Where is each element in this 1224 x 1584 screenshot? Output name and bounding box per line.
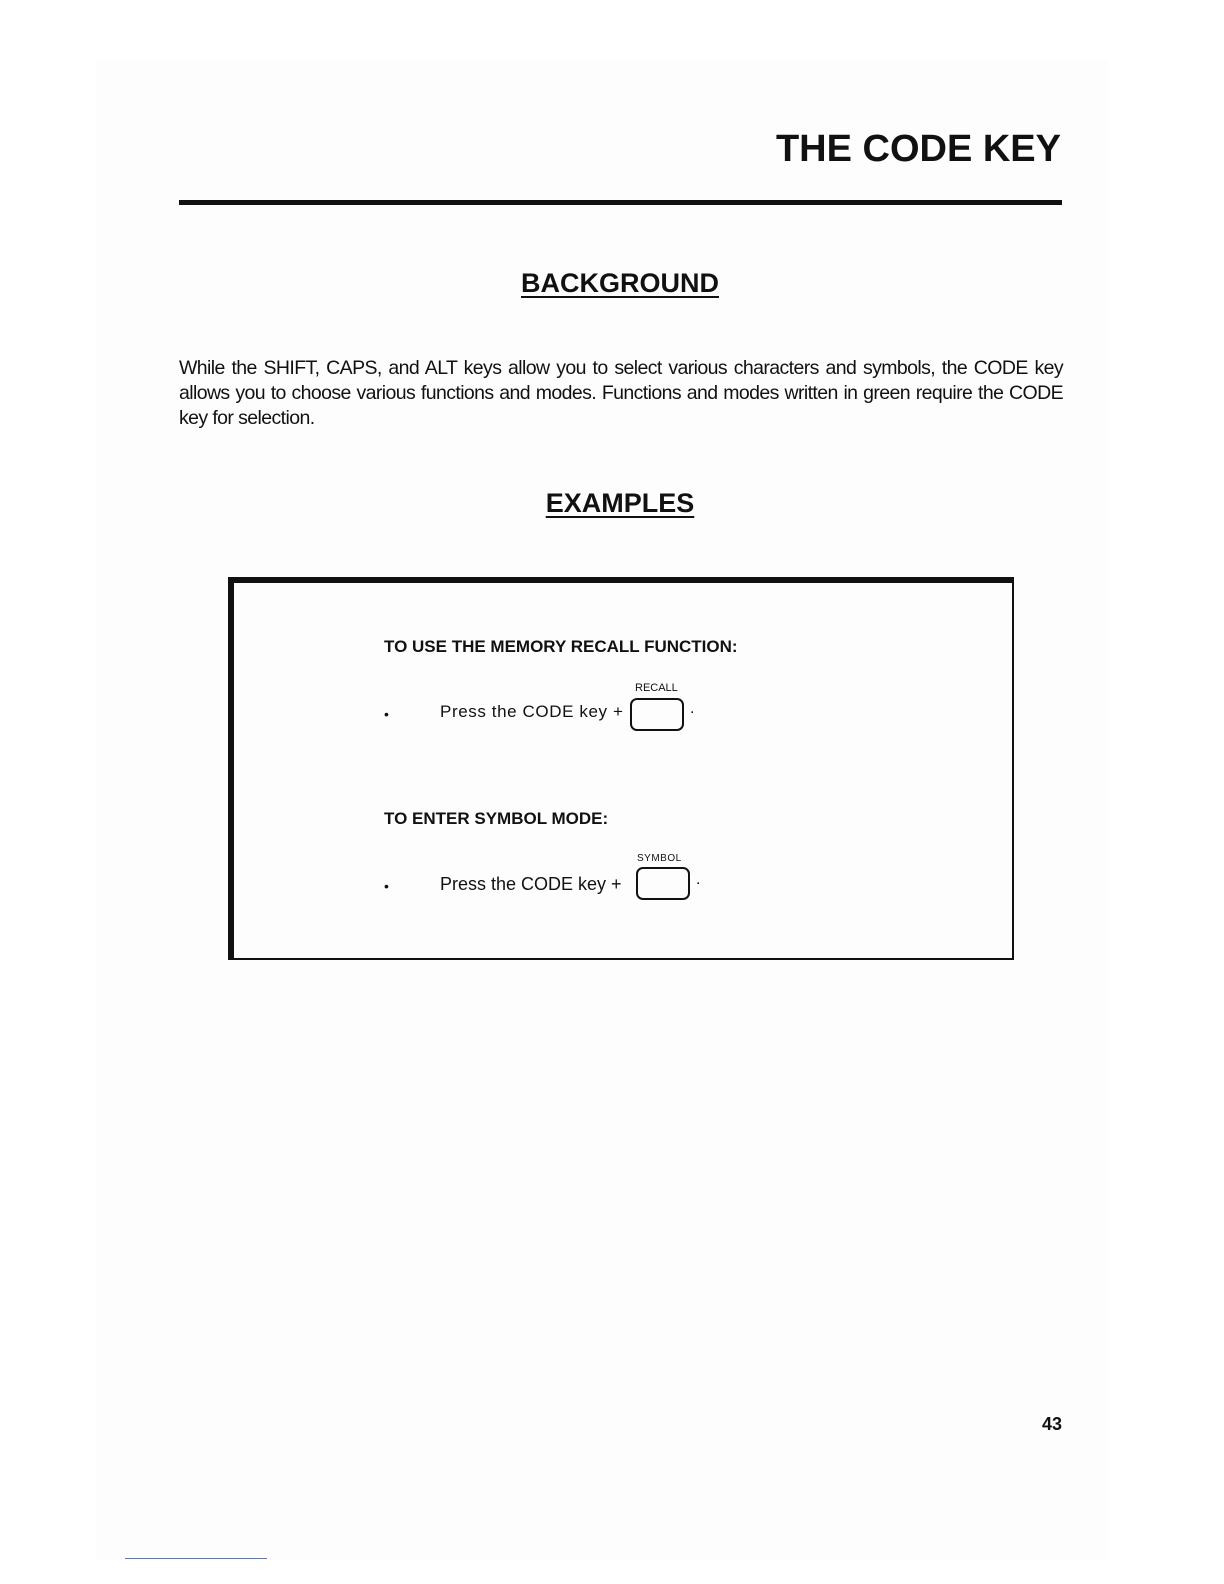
examples-heading: EXAMPLES — [545, 488, 695, 518]
symbol-key-label: SYMBOL — [637, 853, 682, 864]
symbol-key-icon — [636, 867, 690, 900]
example-title: TO USE THE MEMORY RECALL FUNCTION: — [384, 637, 738, 656]
bullet: • — [384, 878, 389, 894]
background-paragraph: While the SHIFT, CAPS, and ALT keys allow you to select various characters and symbols, the CODE key allows you to choose various functions and modes. Functions and modes written in green require the CODE key for selection. — [179, 357, 1063, 429]
end-mark: . — [690, 700, 695, 717]
end-mark: . — [696, 871, 701, 888]
page-number: 43 — [1042, 1414, 1063, 1434]
recall-key-label: RECALL — [635, 682, 678, 694]
step-text: Press the CODE key + — [440, 874, 622, 894]
step-text: Press the CODE key + — [440, 702, 624, 721]
bullet: • — [384, 706, 389, 722]
title-divider — [179, 200, 1062, 205]
background-heading: BACKGROUND — [521, 268, 719, 298]
example-title: TO ENTER SYMBOL MODE: — [384, 809, 609, 828]
footer-divider — [125, 1558, 267, 1559]
page-title: THE CODE KEY — [775, 128, 1061, 170]
examples-box — [228, 577, 1014, 960]
recall-key-icon — [630, 698, 684, 731]
